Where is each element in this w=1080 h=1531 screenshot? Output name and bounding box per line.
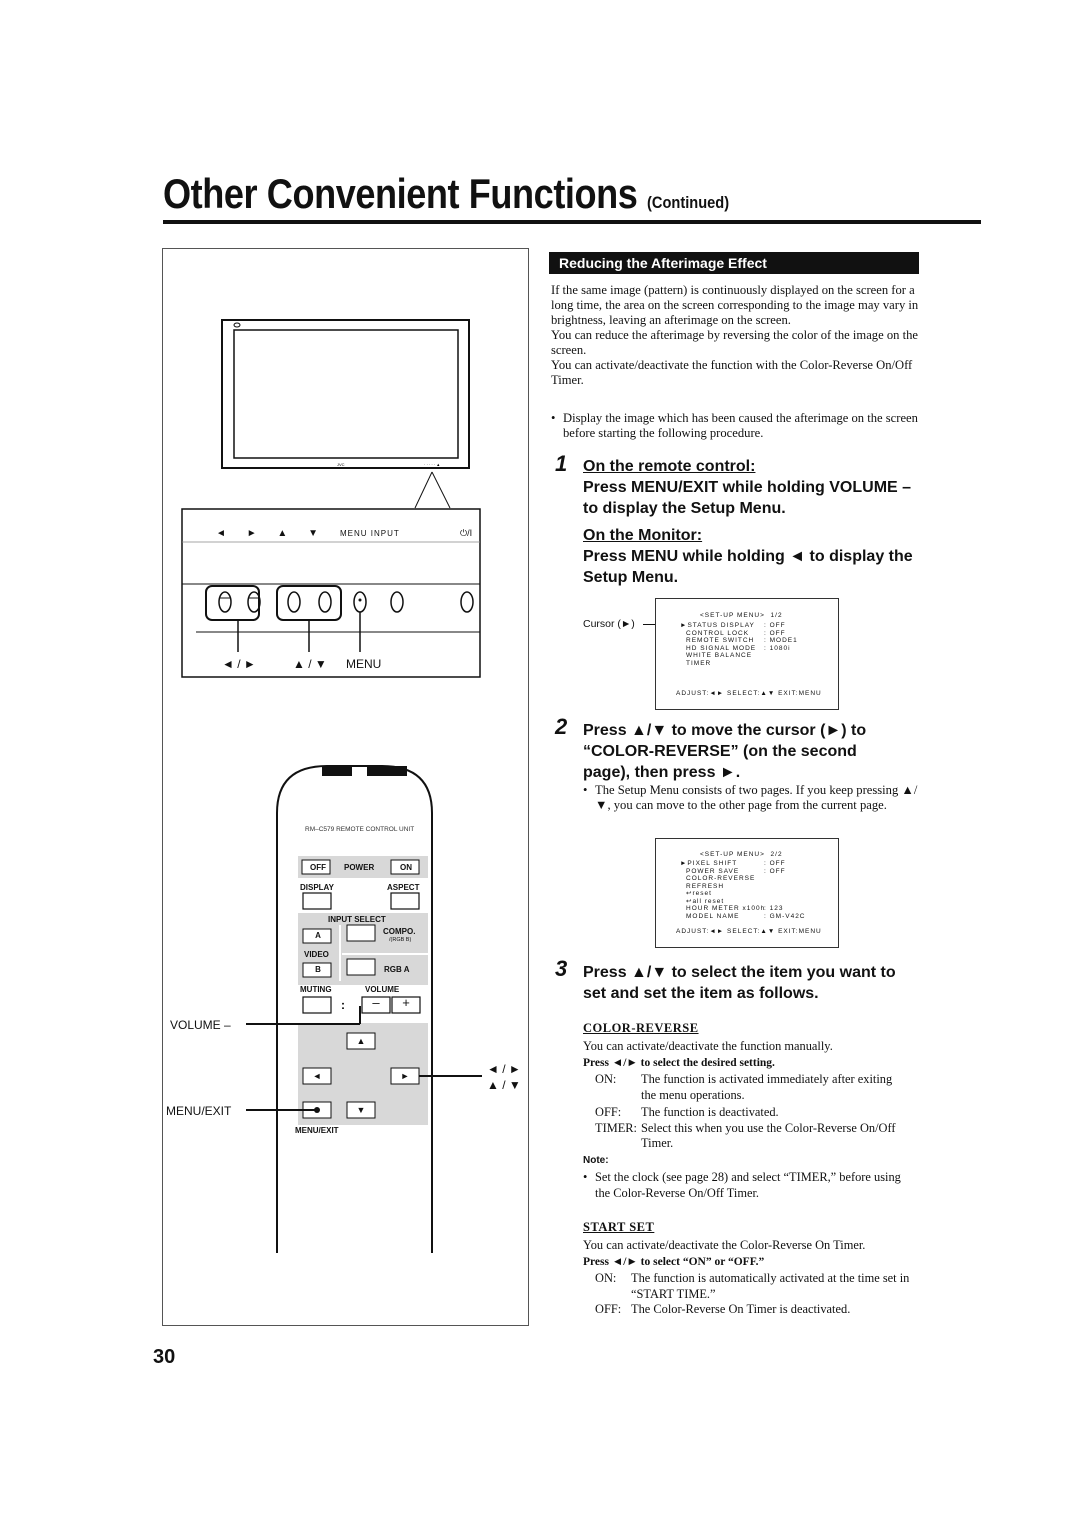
remote-power-label: POWER: [344, 863, 375, 872]
menu1-footer: ADJUST:◄► SELECT:▲▼ EXIT:MENU: [676, 690, 822, 697]
header-rule: [163, 220, 981, 224]
illustration-drawing: [162, 248, 529, 1326]
start-set-heading: START SET: [583, 1220, 655, 1234]
remote-callout-volume: VOLUME –: [170, 1018, 231, 1032]
remote-a-button: A: [315, 931, 321, 940]
remote-menu-exit-label: MENU/EXIT: [295, 1126, 339, 1135]
color-reverse-heading: COLOR-REVERSE: [583, 1021, 699, 1035]
color-reverse-options: ON: The function is activated immediately after exiting the menu operations. OFF: The function is deactivated. TIMER: Select this when you use the Color-Reverse On/Off Timer.: [595, 1072, 896, 1150]
tv-callout-menu: MENU: [346, 657, 382, 671]
remote-off-button: OFF: [310, 863, 326, 872]
tv-panel-arrows: ◄ ► ▲ ▼: [216, 528, 318, 539]
page-number: 30: [153, 1346, 176, 1368]
remote-rgb-b-label: /(RGB B): [389, 937, 412, 943]
menu1-title: <SET-UP MENU> 1/2: [700, 612, 783, 619]
page-title: Other Convenient Functions (Continued): [163, 170, 730, 217]
remote-left-arrow: ◄: [312, 1071, 322, 1081]
intro-bullet: • Display the image which has been caused the afterimage on the screen before starting the following procedure.: [551, 411, 918, 440]
remote-callout-menu-exit: MENU/EXIT: [166, 1104, 232, 1118]
note-text: • Set the clock (see page 28) and select “TIMER,” before using the Color-Reverse On/Off Timer.: [583, 1170, 901, 1200]
tv-callout-left-right: ◄ / ►: [222, 657, 256, 671]
remote-right-arrow: ►: [400, 1071, 410, 1081]
step-2-number: 2: [555, 714, 568, 739]
remote-video-label: VIDEO: [304, 950, 329, 959]
start-set-press: Press ◄/► to select “ON” or “OFF.”: [583, 1256, 765, 1268]
color-reverse-press: Press ◄/► to select the desired setting.: [583, 1057, 775, 1069]
section-title: Reducing the Afterimage Effect: [549, 252, 919, 274]
remote-volume-minus: –: [372, 995, 380, 1010]
remote-on-button: ON: [400, 863, 412, 872]
menu2-rows: ►PIXEL SHIFT : OFF POWER SAVE : OFF COLOR-REVERSE REFRESH ↩reset ↩all reset HOUR METER x100h : 123 MODEL NAME : GM-V42C: [680, 860, 806, 920]
remote-input-select-label: INPUT SELECT: [328, 915, 386, 924]
remote-rgb-a-label: RGB A: [384, 965, 410, 974]
svg-text:· · · · · ▲: · · · · · ▲: [424, 462, 441, 467]
menu1-rows: ►STATUS DISPLAY : OFF CONTROL LOCK : OFF REMOTE SWITCH : MODE1 HD SIGNAL MODE : 1080i WHITE BALANCE TIMER: [680, 622, 798, 667]
tv-callout-up-down: ▲ / ▼: [293, 657, 327, 671]
remote-callout-up-down: ▲ / ▼: [487, 1078, 521, 1092]
tv-panel-power: ⏻/I: [460, 528, 473, 538]
remote-b-button: B: [315, 965, 321, 974]
step-2-bullet: • The Setup Menu consists of two pages. If you keep pressing ▲/▼, you can move to the other page from the current page.: [583, 783, 918, 812]
tv-panel-menu-input: MENU INPUT: [340, 529, 400, 538]
remote-muting-label: MUTING: [300, 985, 332, 994]
svg-text:JVC: JVC: [337, 462, 345, 467]
remote-down-arrow: ▼: [356, 1105, 366, 1115]
step-3-text: Press ▲/▼ to select the item you want to set and set the item as follows.: [583, 964, 896, 1002]
start-set-desc: You can activate/deactivate the Color-Reverse On Timer.: [583, 1238, 866, 1252]
remote-compo-label: COMPO.: [383, 927, 416, 936]
setup-menu-page-2: [655, 838, 839, 948]
intro-text: If the same image (pattern) is continuously displayed on the screen for a long time, the area on the screen corresponding to the image may vary in brightness, leaving an afterimage on the screen. You can reduce the afterimage by reversing the color of the image on the screen. You can activate/deactivate the function with the Color-Reverse On/Off Timer.: [551, 283, 919, 387]
remote-callout-left-right: ◄ / ►: [487, 1062, 521, 1076]
step-1-number: 1: [555, 451, 568, 476]
remote-up-arrow: ▲: [356, 1036, 366, 1046]
start-set-options: ON: The function is automatically activated at the time set in “START TIME.” OFF: The Color-Reverse On Timer is deactivated.: [595, 1271, 910, 1316]
menu2-footer: ADJUST:◄► SELECT:▲▼ EXIT:MENU: [676, 928, 822, 935]
step-1-text: On the remote control: Press MENU/EXIT while holding VOLUME – to display the Setup Menu. On the Monitor: Press MENU while holding ◄ to display the Setup Menu.: [583, 458, 913, 586]
note-label: Note:: [583, 1155, 609, 1166]
cursor-label: Cursor (►): [583, 618, 635, 630]
setup-menu-page-1: [655, 598, 839, 710]
remote-volume-label: VOLUME: [365, 985, 400, 994]
remote-aspect-label: ASPECT: [387, 883, 420, 892]
svg-text::: :: [341, 998, 345, 1012]
step-3-number: 3: [555, 956, 568, 981]
step-2-text: Press ▲/▼ to move the cursor (►) to “COLOR-REVERSE” (on the second page), then press ►.: [583, 722, 867, 781]
remote-model: RM–C579 REMOTE CONTROL UNIT: [305, 826, 415, 833]
color-reverse-desc: You can activate/deactivate the function manually.: [583, 1039, 833, 1053]
remote-volume-plus: +: [402, 995, 410, 1010]
remote-display-label: DISPLAY: [300, 883, 334, 892]
menu2-title: <SET-UP MENU> 2/2: [700, 851, 783, 858]
